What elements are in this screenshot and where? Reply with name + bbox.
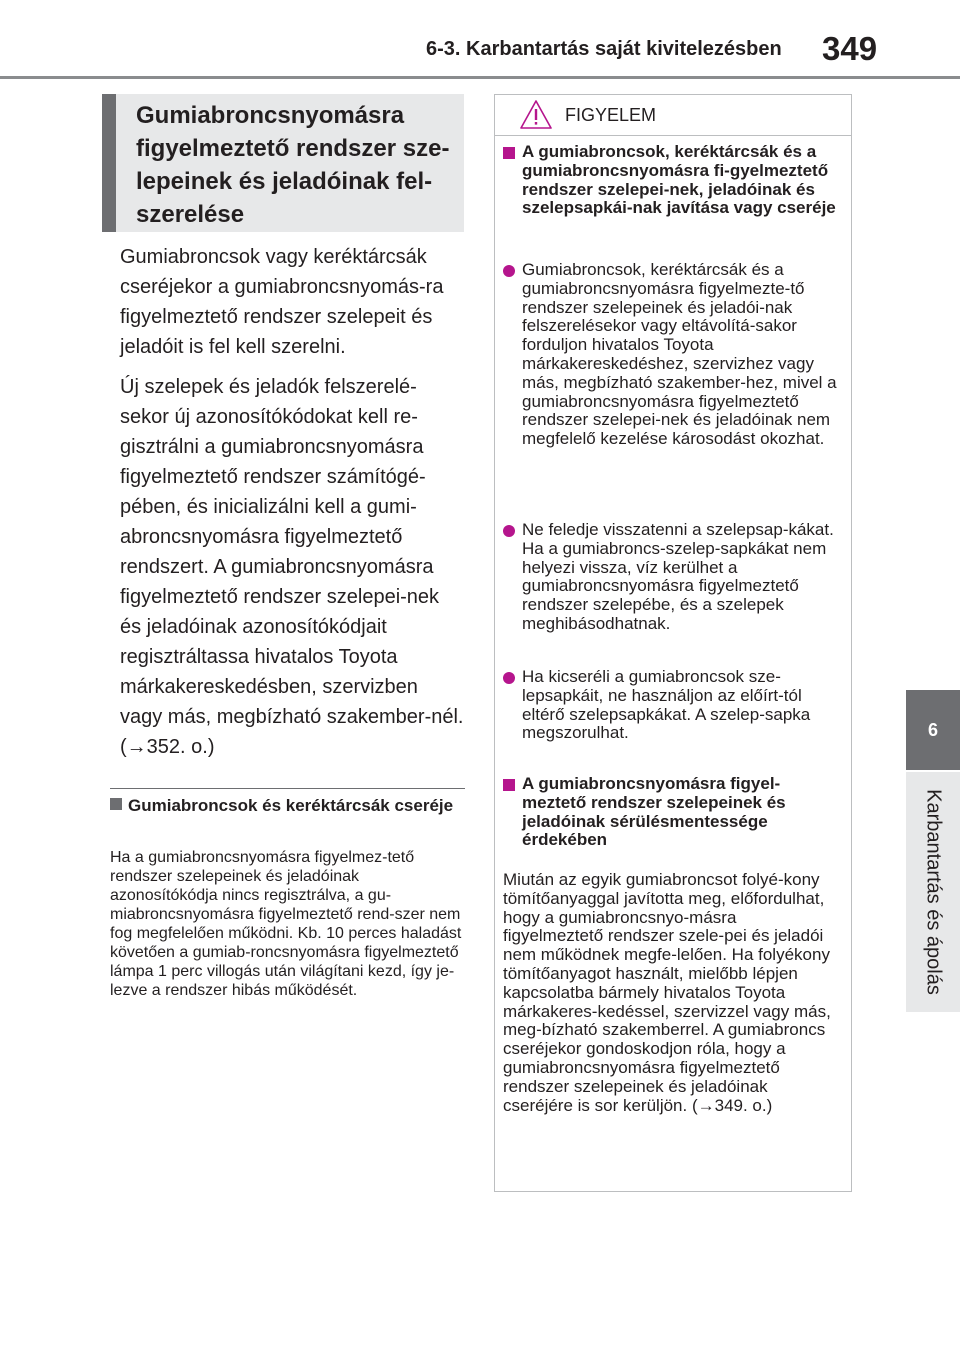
caution-heading-2 bbox=[503, 775, 841, 850]
section-title-box bbox=[102, 94, 464, 232]
body-paragraph-1: Gumiabroncsok vagy keréktárcsák cseréjekor a gumiabroncsnyomás-ra figyelmeztető rendszer szelepeit és jeladóit is fel kell szerelni. bbox=[120, 246, 444, 358]
caution-bullet-1 bbox=[503, 261, 841, 449]
caution-heading-2-text: A gumiabroncsnyomásra figyel-meztető rendszer szelepeinek és jeladóinak sérülésmentessége érdekében bbox=[522, 774, 786, 850]
caution-bullet-3 bbox=[503, 668, 841, 743]
subsection-text: Ha a gumiabroncsnyomásra figyelmez-tető rendszer szelepeinek és jeladóinak azonosítókódja nincs regisztrálva, a gu-miabroncsnyomásra figyelmeztető rend-szer nem fog megfelelően működni. Kb. 10 perces haladást követően a gumiab-roncsnyomásra figyelmeztető lámpa 1 perc villogás után világítani kezd, így je-lezve a rendszer hibás működését. bbox=[110, 849, 462, 999]
circle-bullet-icon bbox=[503, 525, 515, 537]
square-bullet-icon bbox=[503, 779, 515, 791]
caution-header bbox=[495, 95, 851, 136]
chapter-tab bbox=[906, 690, 960, 770]
chapter-label: Karbantartás és ápolás bbox=[922, 789, 945, 995]
page-number: 349 bbox=[822, 30, 878, 67]
caution-paragraph: Miután az egyik gumiabroncsot folyé-kony tömítőanyaggal javította meg, előfordulhat, hogy a gumiabroncsnyo-másra figyelmeztető rendszer szele-pei és jeladói nem működnek megfe-lelően. Ha folyékony tömítőanyagot használt, mielőbb lépjen kapcsolatba bármely hivatalos Toyota márkakeres-kedéssel, szervizzel vagy más, meg-bízható szakemberrel. A gumiabroncs cseréjekor gondoskodjon róla, hogy a gumiabroncsnyomásra figyelmeztető rendszer szelepeinek és jeladóinak cseréjére is sor kerüljön. (→349. o.) bbox=[503, 870, 831, 1115]
circle-bullet-icon bbox=[503, 265, 515, 277]
caution-title: FIGYELEM bbox=[565, 105, 657, 125]
body-paragraph-2: Új szelepek és jeladók felszerelé-sekor új azonosítókódokat kell re-gisztrálni a gumiabroncsnyomásra figyelmeztető rendszer számítógé-pében, és inicializálni kell a gumi-abroncsnyomásra figyelmeztető rendszert. A gumiabroncsnyomásra figyelmeztető rendszer szelepei-nek és jeladóinak azonosítókódjait regisztráltassa hivatalos Toyota márkakereskedésben, szervizben vagy más, megbízható szakember-nél. (→352. o.) bbox=[120, 376, 464, 758]
caution-box bbox=[494, 94, 852, 1192]
chapter-number: 6 bbox=[927, 719, 938, 740]
caution-bullet-1-text: Gumiabroncsok, keréktárcsák és a gumiabroncsnyomásra figyelmezte-tő rendszer szelepeinek és jeladói-nak felszerelésekor vagy eltávolítá-sakor forduljon hivatalos Toyota márkakereskedéshez, szervizhez vagy más, megbízható szakember-hez, mivel a gumiabroncsnyomásra figyelmeztető rendszer szelepei-nek és jeladóinak nem megfelelő kezelése károsodást okozhat. bbox=[522, 260, 837, 449]
caution-heading-1-text: A gumiabroncsok, keréktárcsák és a gumiabroncsnyomásra fi-gyelmeztető rendszer szelepei-nek, jeladóinak és szelepsapkái-nak javítása vagy cseréje bbox=[522, 142, 836, 218]
square-bullet-icon bbox=[503, 147, 515, 159]
square-bullet-icon bbox=[110, 798, 122, 810]
header-divider bbox=[0, 76, 960, 79]
caution-heading-1 bbox=[503, 143, 841, 218]
subsection-heading bbox=[110, 796, 465, 816]
running-header-title: 6-3. Karbantartás saját kivitelezésben bbox=[426, 38, 782, 60]
section-title: Gumiabroncsnyomásra figyelmeztető rendszer sze-lepeinek és jeladóinak fel-szerelése bbox=[136, 102, 450, 228]
subsection-divider bbox=[110, 788, 465, 789]
caution-bullet-3-text: Ha kicseréli a gumiabroncsok sze-lepsapkáit, ne használjon az előírt-tól eltérő szelepsapkákat. A szelep-sapka megszorulhat. bbox=[522, 667, 811, 743]
caution-bullet-2 bbox=[503, 521, 841, 634]
caution-bullet-2-text: Ne feledje visszatenni a szelepsap-kákat. Ha a gumiabroncs-szelep-sapkákat nem helyezi vissza, víz kerülhet a gumiabroncsnyomásra figyelmeztető rendszer szelepébe, és a szelepek meghibásodhatnak. bbox=[522, 520, 834, 633]
circle-bullet-icon bbox=[503, 672, 515, 684]
subsection-title: Gumiabroncsok és keréktárcsák cseréje bbox=[128, 796, 454, 815]
warning-triangle-icon bbox=[519, 99, 553, 131]
